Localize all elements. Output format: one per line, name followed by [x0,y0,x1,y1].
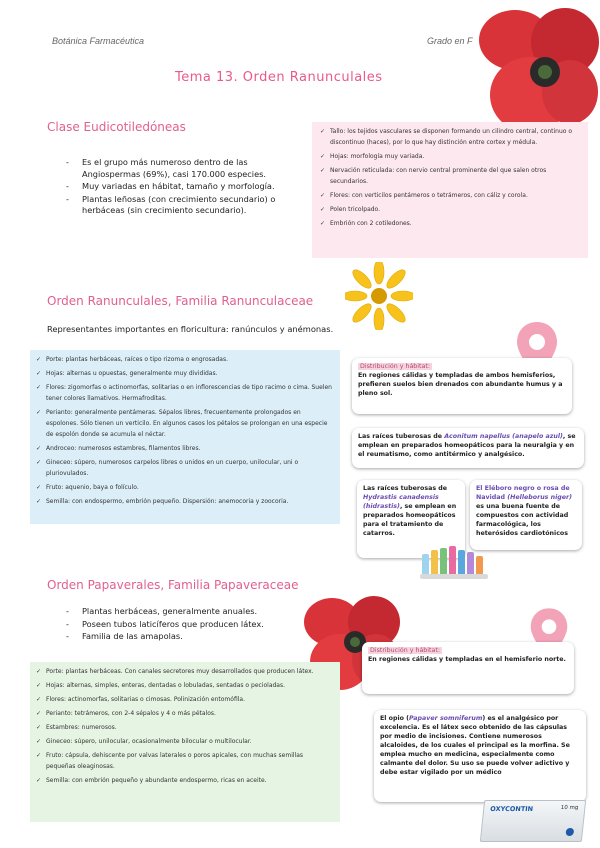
eudicot-traits-box [312,122,588,258]
list-item: ✓ Polen tricolpado. [320,204,580,215]
list-item: ✓ Hojas: alternas, simples, enteras, dentadas o lobuladas, sentadas o pecioladas. [36,680,334,691]
papaveraceae-heading: Orden Papaverales, Familia Papaveraceae [47,578,299,592]
papaveraceae-distribution-card [362,642,574,694]
list-item: ✓ Gineceo: súpero, unilocular, ocasionalmente bilocular o multilocular. [36,736,334,747]
list-item: - Muy variadas en hábitat, tamaño y morfología. [82,181,304,193]
list-item: ✓ Porte: plantas herbáceas. Con canales secretores muy desarrollados que producen látex. [36,666,334,677]
list-item: ✓ Embrión con 2 cotiledones. [320,218,580,229]
card-text: ) es el analgésico por excelencia. Es el látex seco obtenido de las cápsulas por medio de incisiones. Contiene numerosos alcaloides, de los cuales el principal es la morfina. Se emplea mucho en medicina, especialmente como calmante del dolor. Su uso se puede volver adictivo y debe estar vigilado por un médico [380,715,570,776]
list-item: ✓ Perianto: tetrámeros, con 2-4 sépalos y 4 o más pétalos. [36,708,334,719]
list-item: - Poseen tubos laticíferos que producen látex. [82,619,304,631]
poppy-flower-top [470,0,600,140]
list-item: ✓ Androceo: numerosos estambres, filamentos libres. [36,443,334,454]
list-item: ✓ Gineceo: súpero, numerosos carpelos libres o unidos en un cuerpo, unilocular, uni o pluriovulados. [36,457,334,479]
list-item: ✓ Tallo: los tejidos vasculares se disponen formando un cilindro central, continuo o discontinuo (haces), por lo que hay distinción entre cortex y médula. [320,126,580,148]
card-text: En regiones cálidas y templadas en el hemisferio norte. [368,656,566,663]
list-item: ✓ Flores: actinomorfas, solitarias o cimosas. Polinización entomófila. [36,694,334,705]
oxycontin-box-image [480,800,586,842]
ranunculaceae-traits-box [30,350,340,524]
list-item: ✓ Flores: zigomorfas o actinomorfas, solitarias o en inflorescencias de tipo racimo o cima. Suelen tener colores llamativos. Hermafroditas. [36,382,334,404]
list-item: ✓ Semilla: con embrión pequeño y abundante endospermo, ricas en aceite. [36,775,334,786]
opium-card [374,710,586,802]
card-text: Las raíces tuberosas de [358,433,445,440]
ranunculaceae-distribution-card [352,358,572,414]
list-item: ✓ Nervación reticulada: con nervio central prominente del que salen otros secundarios. [320,165,580,187]
list-item: ✓ Estambres: numerosos. [36,722,334,733]
species-name: Papaver somniferum [409,715,483,722]
brand-label: OXYCONTIN [489,805,534,813]
list-item: ✓ Flores: con verticilos pentámeros o tetrámeros, con cáliz y corola. [320,190,580,201]
papaveraceae-traits-box [30,662,340,822]
species-name: Hydrastis canadensis (hidrastis) [363,494,439,510]
list-item: - Es el grupo más numeroso dentro de las Angiospermas (69%), casi 170.000 especies. [82,157,304,180]
list-item: ✓ Hojas: alternas u opuestas, generalmente muy divididas. [36,368,334,379]
list-item: ✓ Semilla: con endospermo, embrión pequeño. Dispersión: anemocoria y zoocoria. [36,496,334,507]
dose-label: 10 mg [560,805,579,811]
list-item: ✓ Porte: plantas herbáceas, raíces o tipo rizoma o engrosadas. [36,354,334,365]
species-name: (Helleborus niger) [507,494,573,501]
ranunculaceae-heading: Orden Ranunculales, Familia Ranunculaceae [47,294,314,308]
card-title: Distribución y hábitat: [360,363,430,370]
ranunculaceae-intro: Representantes importantes en floricultura: ranúnculos y anémonas. [47,324,334,334]
card-text: , se emplean en preparados homeopáticos para el tratamiento de catarros. [363,503,457,537]
list-item: ✓ Fruto: cápsula, dehiscente por valvas laterales o poros apicales, con muchas semillas pequeñas oleaginosas. [36,750,334,772]
species-name: Aconitum napellus (anapelo azul) [444,433,563,440]
list-item: - Familia de las amapolas. [82,631,304,643]
aconitum-card [352,428,584,468]
papaveraceae-bullets [64,606,304,644]
degree-name: Grado en F [427,36,473,46]
list-item: ✓ Perianto: generalmente pentámeras. Sépalos libres, frecuentemente prolongados en espolones. Sólo tienen un verticilo. En algunos casos los pétalos se prolongan en una especie de espolón donde se acumula el néctar. [36,407,334,440]
eudicot-bullets [64,157,304,218]
card-text: , se emplean en preparados homeopáticos para la neuralgia y en el reumatismo, como antitérmico y analgésico. [358,433,576,458]
list-item: - Plantas herbáceas, generalmente anuales. [82,606,304,618]
card-text: En regiones cálidas y templadas de ambos hemisferios, prefieren suelos bien drenados con abundante humus y a pleno sol. [358,372,563,397]
eudicot-heading: Clase Eudicotiledóneas [47,120,186,134]
card-text: El Eléboro negro o rosa de Navidad [476,485,570,501]
course-name: Botánica Farmacéutica [52,36,145,46]
card-text: es una buena fuente de compuestos con actividad farmacológica, los heterósidos cardiotónicos [476,503,569,537]
list-item: ✓ Fruto: aquenio, baya o folículo. [36,482,334,493]
buttercup-flower [345,262,413,330]
card-text: Las raíces tuberosas de [363,485,448,492]
card-title: Distribución y hábitat: [370,647,440,654]
list-item: - Plantas leñosas (con crecimiento secundario) o herbáceas (sin crecimiento secundario). [82,194,304,217]
page-title: Tema 13. Orden Ranunculales [175,70,383,85]
logo-mark [565,828,574,836]
card-text: El opio ( [380,715,410,722]
homeopathy-tubes-image [420,540,490,580]
list-item: ✓ Hojas: morfología muy variada. [320,151,580,162]
